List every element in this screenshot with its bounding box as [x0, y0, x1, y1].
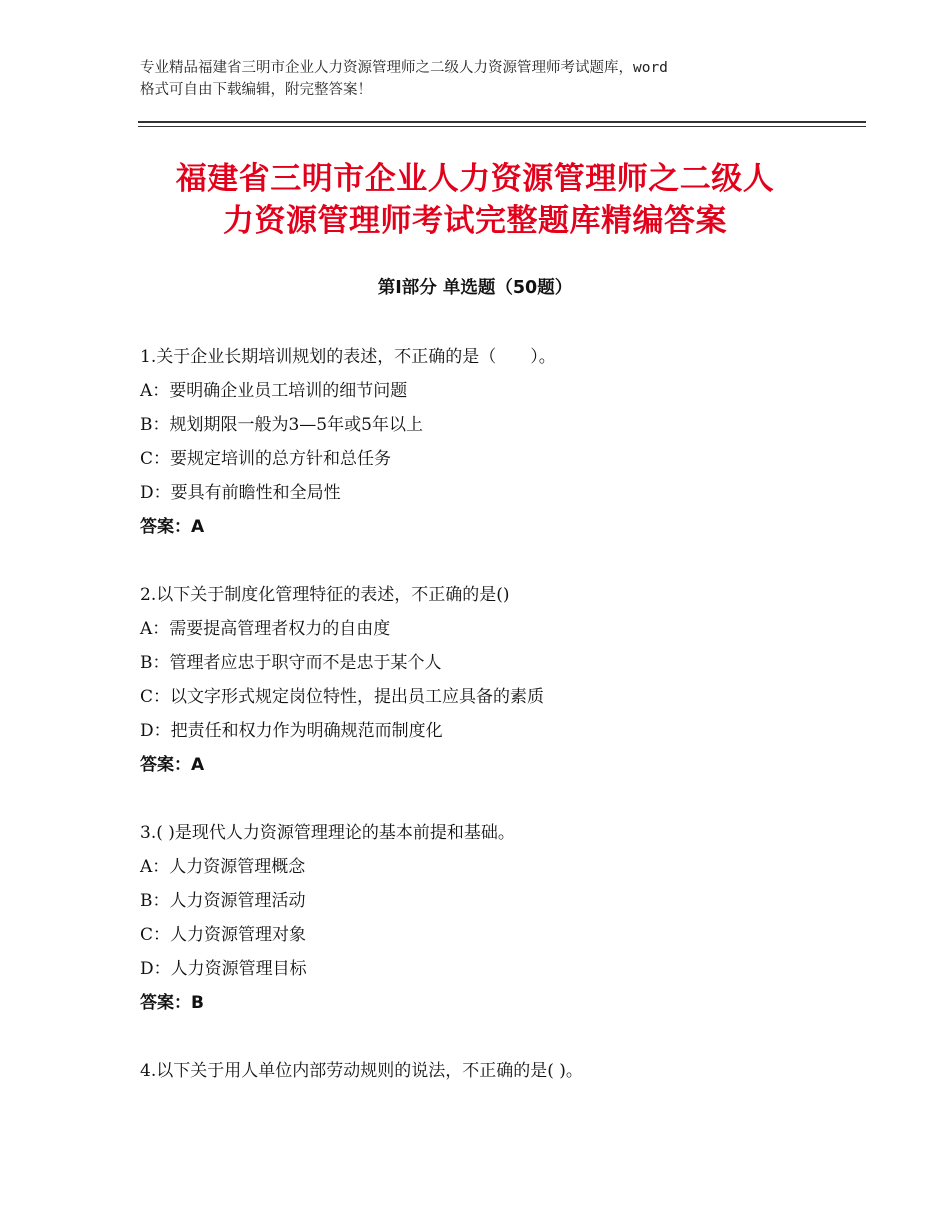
option-b: B：人力资源管理活动: [140, 891, 306, 911]
option-a: A：人力资源管理概念: [140, 857, 306, 877]
option-c: C：要规定培训的总方针和总任务: [140, 449, 392, 469]
question-item: [140, 1054, 860, 1088]
header-note: [140, 57, 840, 101]
question-list: [140, 340, 860, 1122]
option-d: D：把责任和权力作为明确规范而制度化: [140, 721, 443, 741]
document-title: [120, 158, 830, 242]
question-item: [140, 816, 860, 1020]
section-heading: 第Ⅰ部分 单选题（50题）: [377, 278, 573, 298]
answer-label: 答案：A: [140, 517, 205, 537]
question-stem: 4.以下关于用人单位内部劳动规则的说法，不正确的是( )。: [140, 1061, 583, 1081]
option-d: D：要具有前瞻性和全局性: [140, 483, 341, 503]
header-note-line: 专业精品福建省三明市企业人力资源管理师之二级人力资源管理师考试题库，word: [140, 60, 668, 76]
answer-label: 答案：B: [140, 993, 204, 1013]
option-c: C：以文字形式规定岗位特性，提出员工应具备的素质: [140, 687, 545, 707]
question-stem: 2.以下关于制度化管理特征的表述，不正确的是(): [140, 585, 510, 605]
option-c: C：人力资源管理对象: [140, 925, 307, 945]
answer-label: 答案：A: [140, 755, 205, 775]
question-item: [140, 578, 860, 782]
header-divider-thin: [138, 126, 866, 127]
option-d: D：人力资源管理目标: [140, 959, 307, 979]
title-line: 福建省三明市企业人力资源管理师之二级人: [175, 161, 775, 197]
option-a: A：要明确企业员工培训的细节问题: [140, 381, 408, 401]
option-a: A：需要提高管理者权力的自由度: [140, 619, 391, 639]
option-b: B：规划期限一般为3—5年或5年以上: [140, 415, 423, 435]
question-item: [140, 340, 860, 544]
option-b: B：管理者应忠于职守而不是忠于某个人: [140, 653, 442, 673]
question-stem: 3.( )是现代人力资源管理理论的基本前提和基础。: [140, 823, 515, 843]
header-divider: [138, 121, 866, 123]
question-stem: 1.关于企业长期培训规划的表述，不正确的是（ ）。: [140, 347, 556, 367]
title-line: 力资源管理师考试完整题库精编答案: [223, 203, 727, 239]
header-note-line: 格式可自由下载编辑，附完整答案！: [140, 82, 372, 98]
